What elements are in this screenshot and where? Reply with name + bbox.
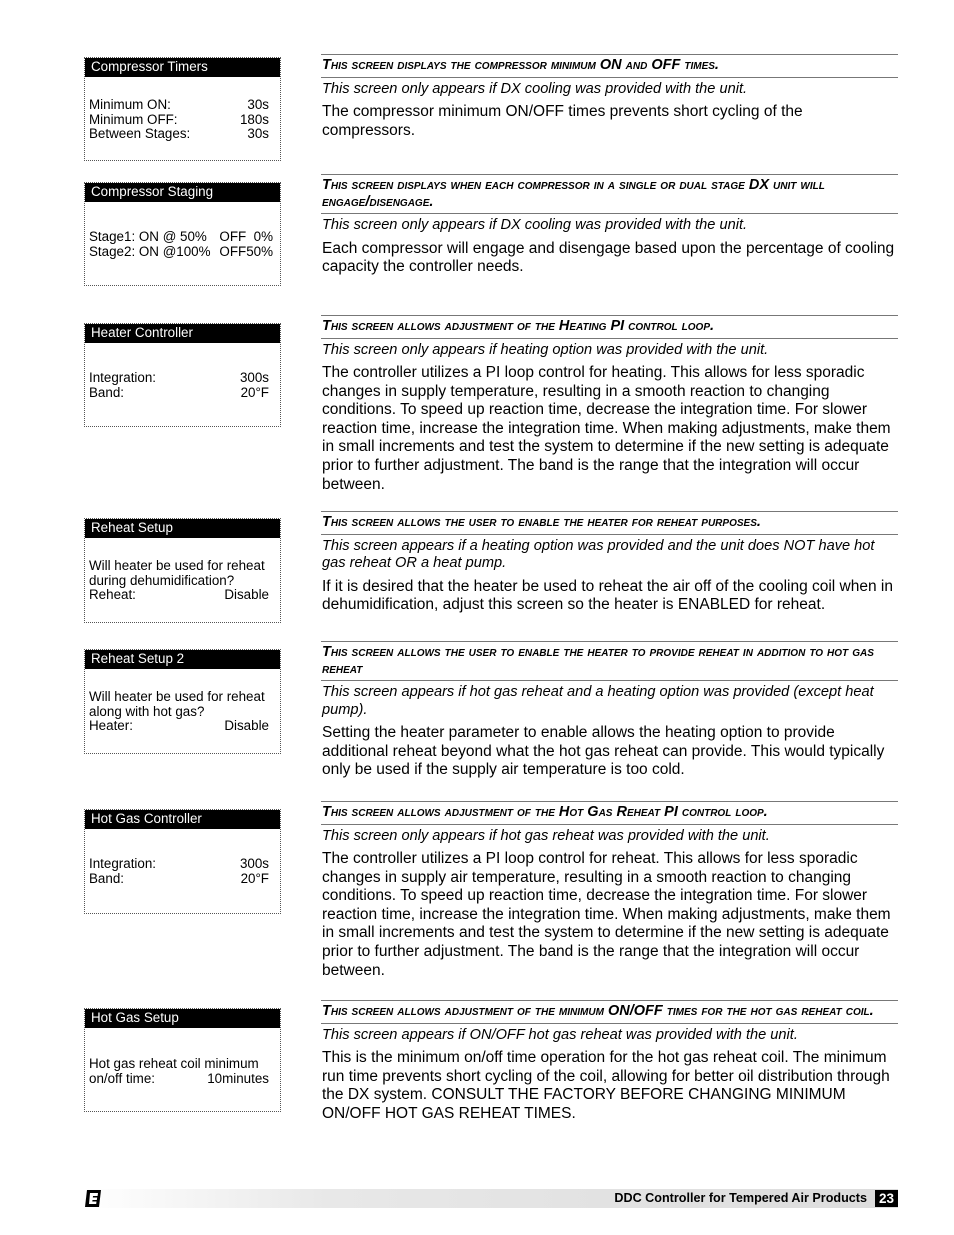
lcd-row	[89, 588, 269, 603]
lcd-title: Reheat Setup 2	[85, 650, 280, 669]
greenheck-logo-icon	[85, 1190, 101, 1207]
lcd-value: 10minutes	[207, 1070, 269, 1086]
section-heading: This screen displays when each compressor in a single or dual stage DX unit will engage/disengage.	[321, 174, 898, 214]
lcd-row	[89, 98, 269, 113]
lcd-row	[89, 127, 269, 142]
section-body: This is the minimum on/off time operation for the hot gas reheat coil. The minimum run time prevents short cycling of the coil, allowing for better oil distribution through the DX system. CONSULT THE FACTORY BEFORE CHANGING MINIMUM ON/OFF HOT GAS REHEAT TIMES.	[322, 1049, 890, 1122]
lcd-row	[89, 719, 269, 734]
lcd-value: 20°F	[240, 870, 269, 886]
lcd-line: Will heater be used for reheat	[89, 689, 265, 704]
lcd-value: 20°F	[240, 384, 269, 400]
lcd-row	[89, 229, 273, 245]
section-hot-gas-controller	[321, 801, 898, 980]
lcd-value: 300s	[239, 370, 269, 385]
section-reheat-setup	[321, 511, 898, 615]
lcd-value: OFF50%	[219, 243, 273, 259]
lcd-value: 30s	[247, 126, 269, 141]
lcd-row	[89, 386, 269, 401]
lcd-label: Band:	[89, 870, 124, 886]
section-heading: This screen allows adjustment of the Hot Gas Reheat PI control loop.	[321, 801, 898, 825]
lcd-label: Reheat:	[89, 587, 136, 602]
lcd-value: OFF 0%	[219, 229, 273, 244]
lcd-row	[89, 371, 269, 386]
lcd-title: Hot Gas Controller	[85, 810, 280, 829]
section-note: This screen only appears if heating option was provided with the unit.	[322, 341, 769, 358]
page-number: 23	[875, 1190, 898, 1207]
section-body: Setting the heater parameter to enable allows the heating option to provide additional reheat beyond what the hot gas reheat can provide. This would typically only be used if the supply air temperature is too cold.	[322, 724, 885, 779]
lcd-label: Integration:	[89, 856, 156, 871]
lcd-label: on/off time:	[89, 1070, 155, 1086]
lcd-value: Disable	[224, 587, 269, 602]
lcd-row	[89, 872, 269, 887]
section-note: This screen appears if hot gas reheat and a heating option was provided (except heat pump).	[322, 684, 874, 718]
lcd-title: Compressor Timers	[85, 58, 280, 77]
lcd-title: Heater Controller	[85, 324, 280, 343]
section-note: This screen only appears if hot gas reheat was provided with the unit.	[322, 827, 770, 844]
lcd-hot-gas-controller	[84, 809, 281, 914]
lcd-row	[89, 857, 269, 872]
section-body: The controller utilizes a PI loop control for heating. This allows for less sporadic changes in supply temperature, resulting in a smooth reaction to changing conditions. To speed up reaction time, decrease the integration time. For slower reaction time, increase the integration time. When making adjustments, make them in small increments and test the system to determine if the new setting is adequate prior to further adjustment. The band is the range that the integration will occur between.	[322, 364, 891, 493]
section-body: Each compressor will engage and disengage based upon the percentage of cooling capacity the controller needs.	[322, 239, 895, 276]
lcd-hot-gas-setup	[84, 1008, 281, 1112]
lcd-value: 30s	[247, 97, 269, 112]
section-note: This screen appears if ON/OFF hot gas reheat was provided with the unit.	[322, 1026, 798, 1043]
footer-title: DDC Controller for Tempered Air Products	[614, 1191, 867, 1205]
section-note: This screen only appears if DX cooling was provided with the unit.	[322, 217, 748, 233]
lcd-reheat-setup	[84, 518, 281, 623]
lcd-title: Hot Gas Setup	[85, 1009, 280, 1028]
lcd-label: Heater:	[89, 718, 133, 733]
section-body: The compressor minimum ON/OFF times prevents short cycling of the compressors.	[322, 103, 803, 139]
lcd-title: Compressor Staging	[85, 183, 280, 202]
lcd-row	[89, 1072, 269, 1087]
section-note: This screen only appears if DX cooling was provided with the unit.	[322, 80, 748, 97]
section-heading: This screen allows adjustment of the Heating PI control loop.	[321, 315, 898, 339]
section-heading: This screen allows adjustment of the minimum ON/OFF times for the hot gas reheat coil.	[321, 1000, 898, 1024]
lcd-row	[89, 243, 273, 260]
lcd-label: Minimum OFF:	[89, 111, 178, 127]
lcd-compressor-staging	[84, 182, 281, 286]
section-body: If it is desired that the heater be used to reheat the air off of the cooling coil when in dehumidification, adjust this screen so the heater is ENABLED for reheat.	[322, 577, 893, 614]
section-note: This screen appears if a heating option was provided and the unit does NOT have hot gas reheat OR a heat pump.	[322, 537, 875, 571]
lcd-label: Stage1: ON @ 50%	[89, 229, 207, 244]
lcd-row	[89, 113, 269, 128]
lcd-line: during dehumidification?	[89, 572, 235, 588]
lcd-label: Integration:	[89, 370, 156, 385]
lcd-label: Minimum ON:	[89, 97, 171, 112]
lcd-label: Stage2: ON @100%	[89, 243, 211, 259]
lcd-value: Disable	[224, 718, 269, 733]
section-heater-controller	[321, 315, 898, 494]
lcd-label: Between Stages:	[89, 126, 191, 141]
lcd-title: Reheat Setup	[85, 519, 280, 538]
lcd-heater-controller	[84, 323, 281, 427]
section-heading: This screen displays the compressor minimum ON and OFF times.	[321, 54, 898, 78]
section-hot-gas-setup	[321, 1000, 898, 1123]
section-heading: This screen allows the user to enable the heater for reheat purposes.	[321, 511, 898, 535]
lcd-compressor-timers	[84, 57, 281, 161]
section-compressor-timers	[321, 54, 898, 140]
lcd-line: Will heater be used for reheat	[89, 558, 265, 573]
lcd-value: 300s	[239, 856, 269, 871]
section-compressor-staging	[321, 174, 898, 277]
section-heading: This screen allows the user to enable the heater to provide reheat in addition to hot gas reheat	[321, 641, 898, 681]
lcd-reheat-setup-2	[84, 649, 281, 754]
section-reheat-setup-2	[321, 641, 898, 780]
lcd-label: Band:	[89, 384, 124, 400]
lcd-line: Hot gas reheat coil minimum	[89, 1056, 259, 1071]
lcd-line: along with hot gas?	[89, 703, 205, 719]
lcd-value: 180s	[239, 111, 269, 127]
section-body: The controller utilizes a PI loop control for reheat. This allows for less sporadic changes in supply air temperature, resulting in a smooth reaction to changing conditions. To speed up reaction time, decrease the integration time. For slower reaction time, increase the integration time. When making adjustments, make them in small increments and test the system to determine if the new setting is adequate prior to further adjustment. The band is the range that the integration will occur between.	[322, 850, 891, 979]
